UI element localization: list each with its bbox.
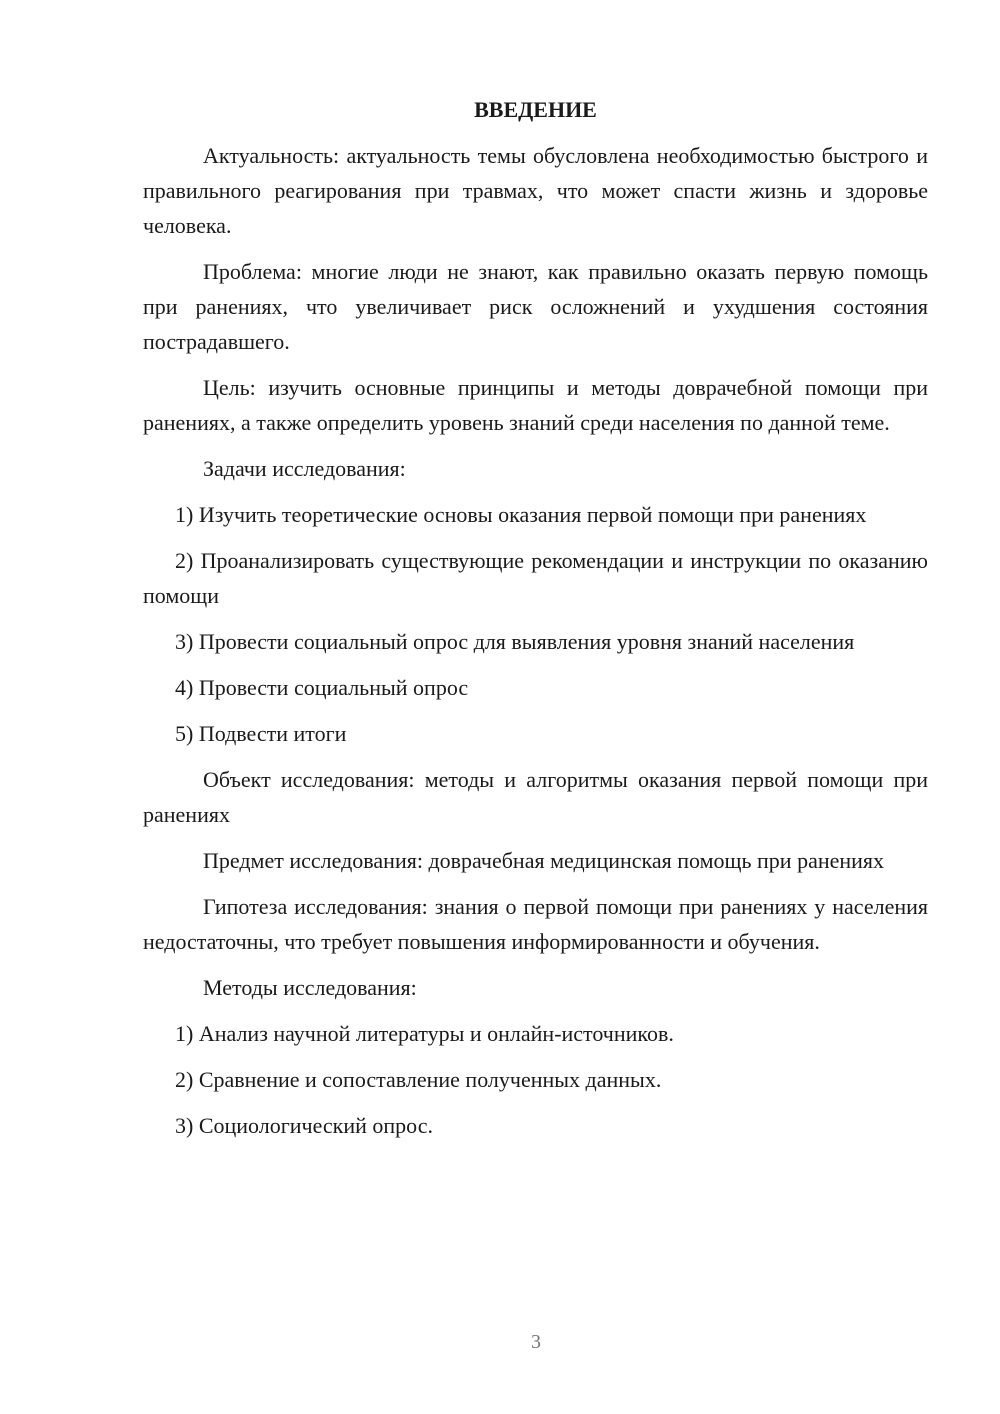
- list-item: 2) Проанализировать существующие рекомендации и инструкции по оказанию помощи: [143, 548, 928, 608]
- list-item: 4) Провести социальный опрос: [175, 675, 469, 700]
- paragraph-tasks-heading: Задачи исследования:: [203, 456, 406, 481]
- paragraph-goal: Цель: изучить основные принципы и методы доврачебной помощи при ранениях, а также определить уровень знаний среди населения по данной теме.: [143, 375, 928, 435]
- list-item: 1) Изучить теоретические основы оказания первой помощи при ранениях: [175, 502, 867, 527]
- list-item: 2) Сравнение и сопоставление полученных данных.: [175, 1067, 662, 1092]
- paragraph-hypothesis: Гипотеза исследования: знания о первой помощи при ранениях у населения недостаточны, что требует повышения информированности и обучения.: [143, 894, 928, 954]
- paragraph-methods-heading: Методы исследования:: [203, 975, 417, 1000]
- list-item: 5) Подвести итоги: [175, 721, 347, 746]
- document-page: [143, 92, 928, 1143]
- page-number: 3: [531, 1331, 541, 1353]
- paragraph-problem: Проблема: многие люди не знают, как правильно оказать первую помощь при ранениях, что увеличивает риск осложнений и ухудшения состояния пострадавшего.: [143, 259, 928, 354]
- paragraph-object: Объект исследования: методы и алгоритмы оказания первой помощи при ранениях: [143, 767, 928, 827]
- page-title: ВВЕДЕНИЕ: [474, 97, 597, 122]
- paragraph-relevance: Актуальность: актуальность темы обусловлена необходимостью быстрого и правильного реагирования при травмах, что может спасти жизнь и здоровье человека.: [143, 143, 928, 238]
- list-item: 3) Провести социальный опрос для выявления уровня знаний населения: [175, 629, 855, 654]
- list-item: 1) Анализ научной литературы и онлайн-источников.: [175, 1021, 674, 1046]
- paragraph-subject: Предмет исследования: доврачебная медицинская помощь при ранениях: [203, 848, 885, 873]
- list-item: 3) Социологический опрос.: [175, 1113, 433, 1138]
